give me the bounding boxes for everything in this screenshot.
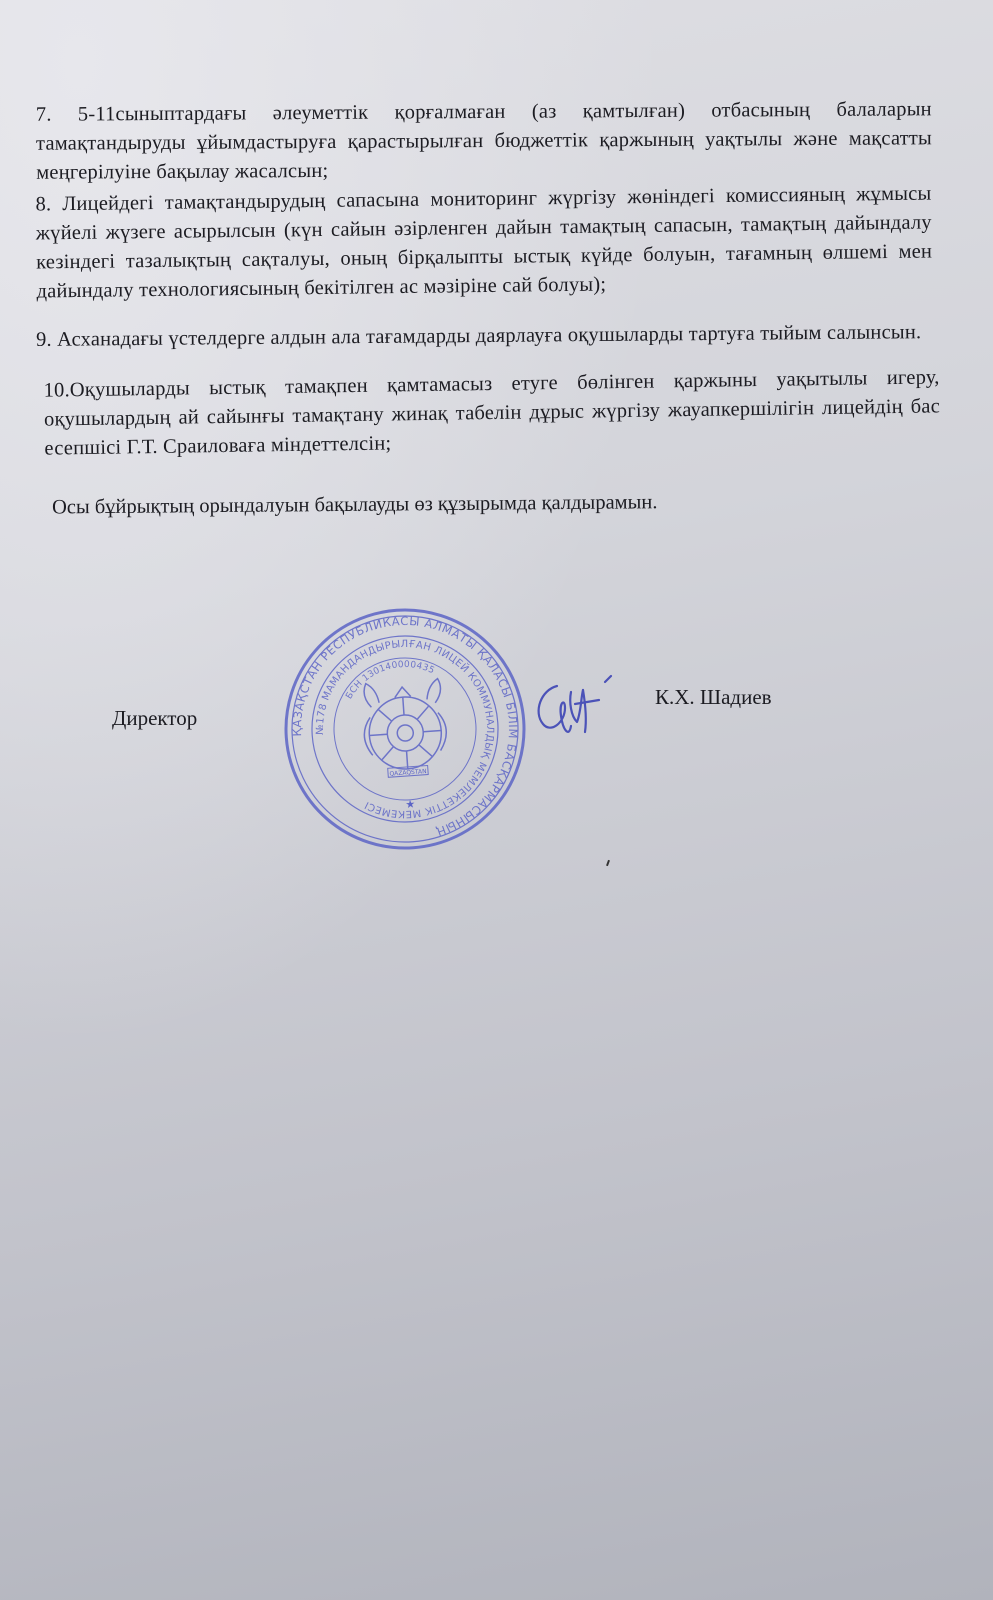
official-seal-stamp: [273, 597, 538, 862]
order-item-9-text: 9. Асханадағы үстелдерге алдын ала тағамдарды даярлауға оқушыларды тартуға тыйым салынсын.: [35, 321, 922, 351]
signer-name: К.Х. Шадиев: [655, 685, 772, 709]
order-item-10-text: 10.Оқушыларды ыстық тамақпен қамтамасыз етуге бөлінген қаржыны уақытылы игеру, оқушылардың ай сайынғы тамақтану жинақ табелін дұрыс жүргізу жауапкершілігін лицейдің бас есепшісі Г.Т. Сраиловаға міндеттелсін;: [43, 366, 941, 460]
closing-statement: Осы бұйрықтың орындалуын бақылауды өз құзырымда қалдырамын.: [51, 491, 658, 519]
seal-outer-text: ҚАЗАҚСТАН РЕСПУБЛИКАСЫ АЛМАТЫ ҚАЛАСЫ БІЛІМ БАСҚАРМАСЫНЫҢ: [289, 613, 521, 839]
order-item-10: [43, 363, 940, 463]
signer-role: Директор: [112, 706, 198, 730]
seal-bin-text: БСН 130140000435: [344, 659, 436, 702]
state-emblem-icon: [361, 678, 449, 778]
paper-speck: [606, 860, 610, 866]
emblem-label: QAZAQSTAN: [389, 768, 427, 778]
seal-inner-text: №178 МАМАНДАНДЫРЫЛҒАН ЛИЦЕЙ КОММУНАЛДЫҚ МЕМЛЕКЕТТІК МЕКЕМЕСІ: [314, 638, 496, 820]
order-item-7: [36, 95, 933, 187]
seal-star-icon: ★: [404, 798, 416, 812]
order-item-8: [35, 180, 932, 307]
order-item-9: [36, 318, 932, 355]
order-item-7-text: 7. 5-11сыныптардағы әлеуметтік қорғалмаған (аз қамтылған) отбасының балаларын тамақтандыруды ұйымдастыруға қарастырылған бюджеттік қаржының уақтылы және мақсатты меңгерілуіне бақылау жасалсын;: [35, 98, 933, 184]
order-item-8-text: 8. Лицейдегі тамақтандырудың сапасына мониторинг жүргізу жөніндегі комиссияның жұмысы жүйелі жүзеге асырылсын (күн сайын әзірленген дайын тамақтың сапасын, тамақтың дайындалу кезіндегі тазалықтың сақталуы, оның бірқалыпты ыстық күйде болуын, тағамның өлшемі мен дайындалу технологиясының бекітілген ас мәзіріне сай болуы);: [35, 182, 933, 303]
handwritten-signature: [535, 672, 630, 742]
